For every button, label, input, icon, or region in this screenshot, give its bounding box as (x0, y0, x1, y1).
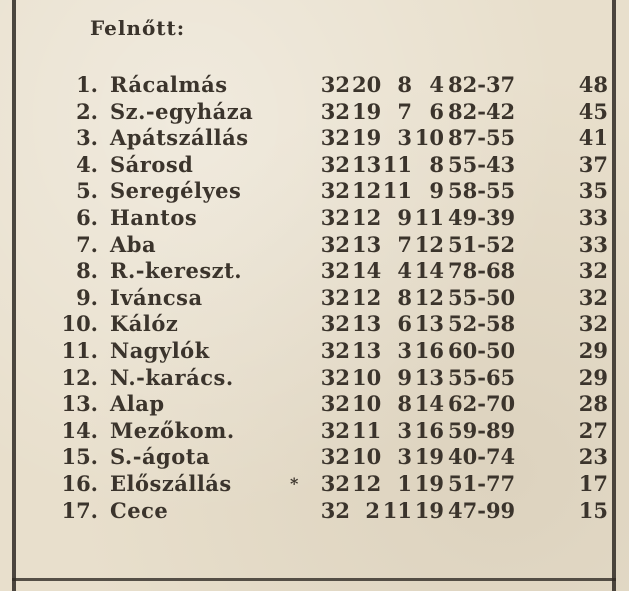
goals-cell: 55-50 (448, 284, 516, 310)
team-name-cell: Seregélyes (110, 178, 242, 204)
goals-cell: 40-74 (448, 444, 516, 470)
played-cell: 32 (320, 98, 350, 124)
drawn-cell: 11 (382, 151, 412, 177)
goals-cell: 51-77 (448, 470, 516, 496)
team-name-cell: Előszállás (110, 470, 232, 496)
points-cell: 48 (578, 72, 608, 97)
section-heading: Felnőtt: (90, 16, 186, 40)
team-name-cell: Mezőkom. (110, 417, 235, 443)
standings-row (0, 471, 629, 498)
standings-row (0, 285, 629, 312)
position-cell: 2. (76, 98, 98, 124)
standings-row (0, 72, 629, 99)
team-name-cell: N.-karács. (110, 364, 234, 390)
lost-cell: 9 (429, 178, 444, 204)
standings-row (0, 205, 629, 232)
won-cell: 14 (352, 258, 382, 284)
won-cell: 10 (352, 364, 382, 390)
team-name-cell: Rácalmás (110, 72, 228, 97)
drawn-cell: 3 (397, 337, 412, 363)
goals-cell: 47-99 (448, 497, 516, 523)
goals-cell: 59-89 (448, 417, 516, 443)
team-name-cell: Apátszállás (110, 125, 249, 151)
played-cell: 32 (320, 470, 350, 496)
drawn-cell: 4 (397, 258, 412, 284)
won-cell: 12 (352, 204, 382, 230)
goals-cell: 55-65 (448, 364, 516, 390)
points-cell: 41 (578, 125, 608, 151)
position-cell: 14. (61, 417, 98, 443)
position-cell: 9. (76, 284, 98, 310)
played-cell: 32 (320, 72, 350, 97)
won-cell: 19 (352, 125, 382, 151)
lost-cell: 16 (414, 417, 444, 443)
won-cell: 13 (352, 311, 382, 337)
drawn-cell: 7 (397, 98, 412, 124)
lost-cell: 19 (414, 497, 444, 523)
drawn-cell: 11 (382, 178, 412, 204)
lost-cell: 8 (429, 151, 444, 177)
position-cell: 7. (76, 231, 98, 257)
goals-cell: 55-43 (448, 151, 516, 177)
drawn-cell: 3 (397, 125, 412, 151)
goals-cell: 82-37 (448, 72, 516, 97)
position-cell: 1. (76, 72, 98, 97)
goals-cell: 82-42 (448, 98, 516, 124)
points-cell: 45 (578, 98, 608, 124)
lost-cell: 6 (429, 98, 444, 124)
lost-cell: 11 (414, 204, 444, 230)
played-cell: 32 (320, 178, 350, 204)
lost-cell: 4 (429, 72, 444, 97)
lost-cell: 13 (414, 311, 444, 337)
team-name-cell: Aba (110, 231, 157, 257)
points-cell: 32 (578, 311, 608, 337)
drawn-cell: 9 (397, 364, 412, 390)
position-cell: 10. (61, 311, 98, 337)
won-cell: 13 (352, 151, 382, 177)
position-cell: 11. (61, 337, 98, 363)
won-cell: 12 (352, 284, 382, 310)
position-cell: 15. (61, 444, 98, 470)
team-name-cell: Nagylók (110, 337, 210, 363)
goals-cell: 78-68 (448, 258, 516, 284)
played-cell: 32 (320, 417, 350, 443)
position-cell: 8. (76, 258, 98, 284)
points-cell: 27 (578, 417, 608, 443)
standings-row (0, 152, 629, 179)
played-cell: 32 (320, 204, 350, 230)
team-name-cell: Sárosd (110, 151, 194, 177)
points-cell: 32 (578, 258, 608, 284)
goals-cell: 49-39 (448, 204, 516, 230)
team-name-cell: Cece (110, 497, 169, 523)
standings-row (0, 311, 629, 338)
team-name-cell: Iváncsa (110, 284, 203, 310)
drawn-cell: 6 (397, 311, 412, 337)
drawn-cell: 7 (397, 231, 412, 257)
standings-row (0, 125, 629, 152)
position-cell: 13. (61, 391, 98, 417)
lost-cell: 12 (414, 231, 444, 257)
played-cell: 32 (320, 444, 350, 470)
goals-cell: 58-55 (448, 178, 516, 204)
standings-table (0, 72, 629, 524)
points-cell: 29 (578, 364, 608, 390)
goals-cell: 60-50 (448, 337, 516, 363)
position-cell: 4. (76, 151, 98, 177)
position-cell: 16. (61, 470, 98, 496)
drawn-cell: 11 (382, 497, 412, 523)
lost-cell: 12 (414, 284, 444, 310)
played-cell: 32 (320, 284, 350, 310)
points-cell: 15 (578, 497, 608, 523)
won-cell: 19 (352, 98, 382, 124)
won-cell: 12 (352, 178, 382, 204)
position-cell: 6. (76, 204, 98, 230)
played-cell: 32 (320, 337, 350, 363)
position-cell: 17. (61, 497, 98, 523)
played-cell: 32 (320, 364, 350, 390)
drawn-cell: 8 (397, 391, 412, 417)
drawn-cell: 1 (397, 470, 412, 496)
won-cell: 11 (352, 417, 382, 443)
drawn-cell: 3 (397, 417, 412, 443)
lost-cell: 14 (414, 258, 444, 284)
bottom-border-rule (12, 578, 616, 581)
won-cell: 13 (352, 337, 382, 363)
standings-row (0, 444, 629, 471)
points-cell: 32 (578, 284, 608, 310)
standings-row (0, 232, 629, 259)
goals-cell: 87-55 (448, 125, 516, 151)
won-cell: 2 (365, 497, 380, 523)
standings-row (0, 498, 629, 525)
team-name-cell: Alap (110, 391, 165, 417)
lost-cell: 14 (414, 391, 444, 417)
goals-cell: 52-58 (448, 311, 516, 337)
team-name-cell: Sz.-egyháza (110, 98, 254, 124)
team-name-cell: Kálóz (110, 311, 179, 337)
won-cell: 20 (352, 72, 382, 97)
standings-row (0, 391, 629, 418)
points-cell: 17 (578, 470, 608, 496)
lost-cell: 19 (414, 470, 444, 496)
team-name-cell: S.-ágota (110, 444, 211, 470)
position-cell: 5. (76, 178, 98, 204)
played-cell: 32 (320, 391, 350, 417)
position-cell: 12. (61, 364, 98, 390)
played-cell: 32 (320, 258, 350, 284)
standings-row (0, 338, 629, 365)
points-cell: 28 (578, 391, 608, 417)
lost-cell: 16 (414, 337, 444, 363)
points-cell: 35 (578, 178, 608, 204)
standings-row (0, 365, 629, 392)
played-cell: 32 (320, 497, 350, 523)
points-cell: 37 (578, 151, 608, 177)
goals-cell: 62-70 (448, 391, 516, 417)
won-cell: 13 (352, 231, 382, 257)
points-cell: 33 (578, 204, 608, 230)
lost-cell: 19 (414, 444, 444, 470)
won-cell: 12 (352, 470, 382, 496)
played-cell: 32 (320, 311, 350, 337)
won-cell: 10 (352, 391, 382, 417)
drawn-cell: 3 (397, 444, 412, 470)
standings-row (0, 418, 629, 445)
footnote-mark: * (290, 473, 299, 493)
standings-row (0, 258, 629, 285)
points-cell: 29 (578, 337, 608, 363)
position-cell: 3. (76, 125, 98, 151)
points-cell: 33 (578, 231, 608, 257)
lost-cell: 13 (414, 364, 444, 390)
played-cell: 32 (320, 125, 350, 151)
drawn-cell: 8 (397, 72, 412, 97)
goals-cell: 51-52 (448, 231, 516, 257)
team-name-cell: Hantos (110, 204, 198, 230)
drawn-cell: 9 (397, 204, 412, 230)
played-cell: 32 (320, 231, 350, 257)
points-cell: 23 (578, 444, 608, 470)
lost-cell: 10 (414, 125, 444, 151)
played-cell: 32 (320, 151, 350, 177)
drawn-cell: 8 (397, 284, 412, 310)
won-cell: 10 (352, 444, 382, 470)
standings-row (0, 178, 629, 205)
team-name-cell: R.-kereszt. (110, 258, 243, 284)
standings-row (0, 99, 629, 126)
